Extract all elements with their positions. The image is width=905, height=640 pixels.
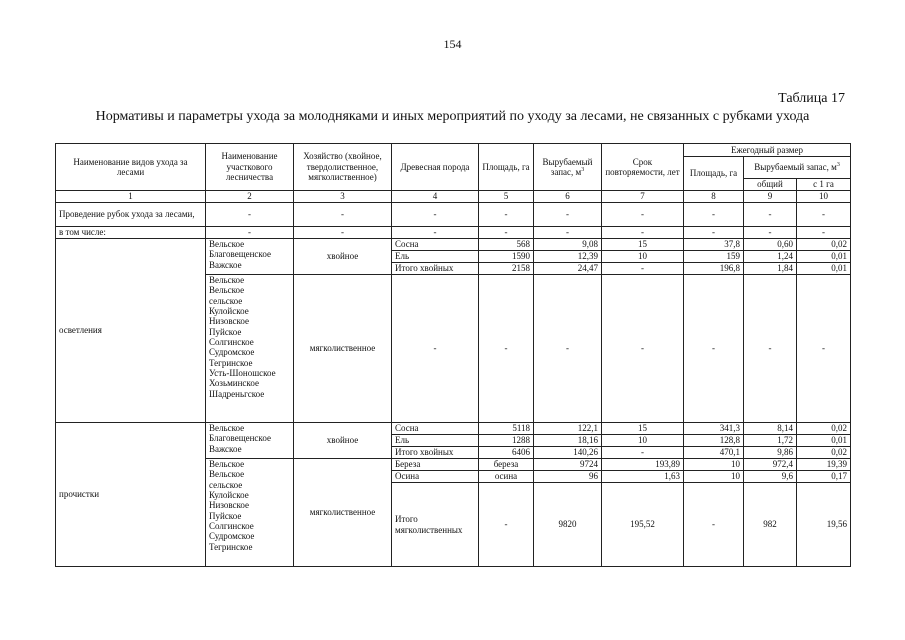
forestry-name: Судромское: [209, 347, 255, 358]
annual-total: 982: [744, 483, 797, 567]
table-row: [56, 227, 851, 239]
area: 5118: [479, 423, 534, 435]
column-number: 10: [797, 191, 851, 203]
header-cell-sup: 3: [581, 167, 585, 173]
annual-per-ha: 0,02: [797, 239, 851, 251]
header-cell: Площадь, га: [479, 144, 534, 191]
forestry-name: сельское: [209, 295, 243, 306]
table-row: [56, 239, 851, 251]
species: Береза: [392, 459, 479, 471]
header-cell: [534, 144, 602, 191]
volume: 9724: [534, 459, 602, 471]
annual-total: 8,14: [744, 423, 797, 435]
forestry-name: Солгинское: [209, 521, 254, 532]
header-cell: Срок повторяемости, лет: [602, 144, 684, 191]
forestry-name: Тегринское: [209, 357, 253, 368]
period: -: [602, 275, 684, 423]
species: Итого мягколиственных: [392, 483, 479, 567]
species: Сосна: [392, 423, 479, 435]
annual-area: 159: [684, 251, 744, 263]
forestry-name: сельское: [209, 479, 243, 490]
header-cell: с 1 га: [797, 179, 851, 191]
table-cell: -: [744, 227, 797, 239]
area: осина: [479, 471, 534, 483]
volume: 12,39: [534, 251, 602, 263]
annual-total: 1,84: [744, 263, 797, 275]
table-cell: -: [602, 227, 684, 239]
table-cell: -: [294, 203, 392, 227]
column-number: 7: [602, 191, 684, 203]
species: Ель: [392, 435, 479, 447]
table-cell: -: [294, 227, 392, 239]
annual-area: -: [684, 275, 744, 423]
annual-per-ha: 0,01: [797, 435, 851, 447]
table-cell: -: [684, 227, 744, 239]
row-name: осветления: [56, 239, 206, 423]
forestry-name: Важское: [209, 443, 242, 454]
header-cell: Наименование участкового лесничества: [206, 144, 294, 191]
period: 10: [602, 435, 684, 447]
norms-table: [55, 143, 851, 567]
annual-total: 972,4: [744, 459, 797, 471]
forestry-name: Вельское: [209, 469, 245, 480]
annual-area: 10: [684, 471, 744, 483]
annual-per-ha: 19,56: [797, 483, 851, 567]
column-number: 9: [744, 191, 797, 203]
forestry-list: [206, 459, 294, 567]
header-cell: Хозяйство (хвойное, твердолиственное, мягколиственное): [294, 144, 392, 191]
annual-area: 128,8: [684, 435, 744, 447]
volume: -: [534, 275, 602, 423]
period: 193,89: [602, 459, 684, 471]
annual-area: 37,8: [684, 239, 744, 251]
forestry-name: Тегринское: [209, 541, 253, 552]
annual-per-ha: 0,01: [797, 251, 851, 263]
row-name: прочистки: [56, 423, 206, 567]
page-number: 154: [443, 37, 462, 51]
annual-per-ha: 0,01: [797, 263, 851, 275]
table-label: Таблица 17: [778, 91, 845, 106]
table-cell: -: [534, 227, 602, 239]
species: -: [392, 275, 479, 423]
header-cell: общий: [744, 179, 797, 191]
header-cell: [744, 157, 851, 179]
area: -: [479, 275, 534, 423]
column-number: 5: [479, 191, 534, 203]
table-cell: -: [744, 203, 797, 227]
species: Ель: [392, 251, 479, 263]
period: 10: [602, 251, 684, 263]
forestry-name: Хозьминское: [209, 378, 259, 389]
volume: 122,1: [534, 423, 602, 435]
forestry-name: Пуйское: [209, 510, 242, 521]
forestry-name: Вельское: [209, 275, 245, 285]
header-cell-sup: 3: [836, 162, 840, 169]
column-number: 3: [294, 191, 392, 203]
period: 15: [602, 423, 684, 435]
forestry-list: [206, 239, 294, 275]
annual-area: 196,8: [684, 263, 744, 275]
species: Осина: [392, 471, 479, 483]
period: -: [602, 263, 684, 275]
table-cell: -: [479, 203, 534, 227]
forestry-name: Усть-Шоношское: [209, 368, 276, 379]
annual-per-ha: 0,02: [797, 423, 851, 435]
forestry-name: Благовещенское: [209, 249, 271, 260]
area: 568: [479, 239, 534, 251]
area: 2158: [479, 263, 534, 275]
table-cell: -: [392, 227, 479, 239]
header-cell-text: Вырубаемый запас, м: [542, 156, 593, 177]
volume: 9820: [534, 483, 602, 567]
annual-per-ha: 0,02: [797, 447, 851, 459]
period: 1,63: [602, 471, 684, 483]
header-cell: Ежегодный размер: [684, 144, 851, 157]
annual-area: -: [684, 483, 744, 567]
annual-area: 470,1: [684, 447, 744, 459]
period: 195,52: [602, 483, 684, 567]
forestry-name: Вельское: [209, 285, 245, 296]
annual-area: 341,3: [684, 423, 744, 435]
area: -: [479, 483, 534, 567]
forestry-list: [206, 275, 294, 423]
column-number: 6: [534, 191, 602, 203]
forestry-name: Вельское: [209, 239, 245, 249]
table-row: [56, 423, 851, 435]
forestry-name: Судромское: [209, 531, 255, 542]
forestry-name: Кулойское: [209, 490, 249, 501]
column-number: 4: [392, 191, 479, 203]
area: 6406: [479, 447, 534, 459]
header-cell: Площадь, га: [684, 157, 744, 191]
annual-area: 10: [684, 459, 744, 471]
volume: 140,26: [534, 447, 602, 459]
annual-per-ha: -: [797, 275, 851, 423]
species: Итого хвойных: [392, 263, 479, 275]
table-cell: -: [206, 227, 294, 239]
forestry-name: Солгинское: [209, 337, 254, 348]
forestry-name: Низовское: [209, 316, 250, 327]
forestry-list: [206, 423, 294, 459]
forestry-name: Вельское: [209, 459, 245, 469]
forestry-name: Кулойское: [209, 306, 249, 317]
row-name: Проведение рубок ухода за лесами,: [56, 203, 206, 227]
forestry-name: Важское: [209, 259, 242, 270]
volume: 96: [534, 471, 602, 483]
volume: 18,16: [534, 435, 602, 447]
header-cell: Древесная порода: [392, 144, 479, 191]
species: Сосна: [392, 239, 479, 251]
forestry-name: Шадреньгское: [209, 388, 265, 399]
table-cell: -: [534, 203, 602, 227]
header-cell-text: Вырубаемый запас, м: [754, 162, 837, 173]
forestry-name: Низовское: [209, 500, 250, 511]
table-cell: -: [602, 203, 684, 227]
annual-per-ha: 0,17: [797, 471, 851, 483]
forestry-name: Благовещенское: [209, 433, 271, 444]
period: 15: [602, 239, 684, 251]
column-number: 1: [56, 191, 206, 203]
area: береза: [479, 459, 534, 471]
area: 1288: [479, 435, 534, 447]
farm-type: хвойное: [294, 239, 392, 275]
row-name: в том числе:: [56, 227, 206, 239]
table-cell: -: [479, 227, 534, 239]
annual-total: 9,86: [744, 447, 797, 459]
table-cell: -: [684, 203, 744, 227]
area: 1590: [479, 251, 534, 263]
annual-per-ha: 19,39: [797, 459, 851, 471]
farm-type: мягколиственное: [294, 459, 392, 567]
annual-total: -: [744, 275, 797, 423]
column-number: 8: [684, 191, 744, 203]
column-number: 2: [206, 191, 294, 203]
annual-total: 0,60: [744, 239, 797, 251]
volume: 24,47: [534, 263, 602, 275]
forestry-name: Пуйское: [209, 326, 242, 337]
table-cell: -: [392, 203, 479, 227]
table-cell: -: [797, 227, 851, 239]
period: -: [602, 447, 684, 459]
header-cell: Наименование видов ухода за лесами: [56, 144, 206, 191]
annual-total: 9,6: [744, 471, 797, 483]
table-title: Нормативы и параметры ухода за молодняками и иных мероприятий по уходу за лесами, не связанных с рубками ухода: [95, 109, 810, 124]
forestry-name: Вельское: [209, 423, 245, 433]
volume: 9,08: [534, 239, 602, 251]
table-cell: -: [206, 203, 294, 227]
species: Итого хвойных: [392, 447, 479, 459]
table-row: [56, 203, 851, 227]
farm-type: хвойное: [294, 423, 392, 459]
table-cell: -: [797, 203, 851, 227]
annual-total: 1,72: [744, 435, 797, 447]
farm-type: мягколиственное: [294, 275, 392, 423]
annual-total: 1,24: [744, 251, 797, 263]
